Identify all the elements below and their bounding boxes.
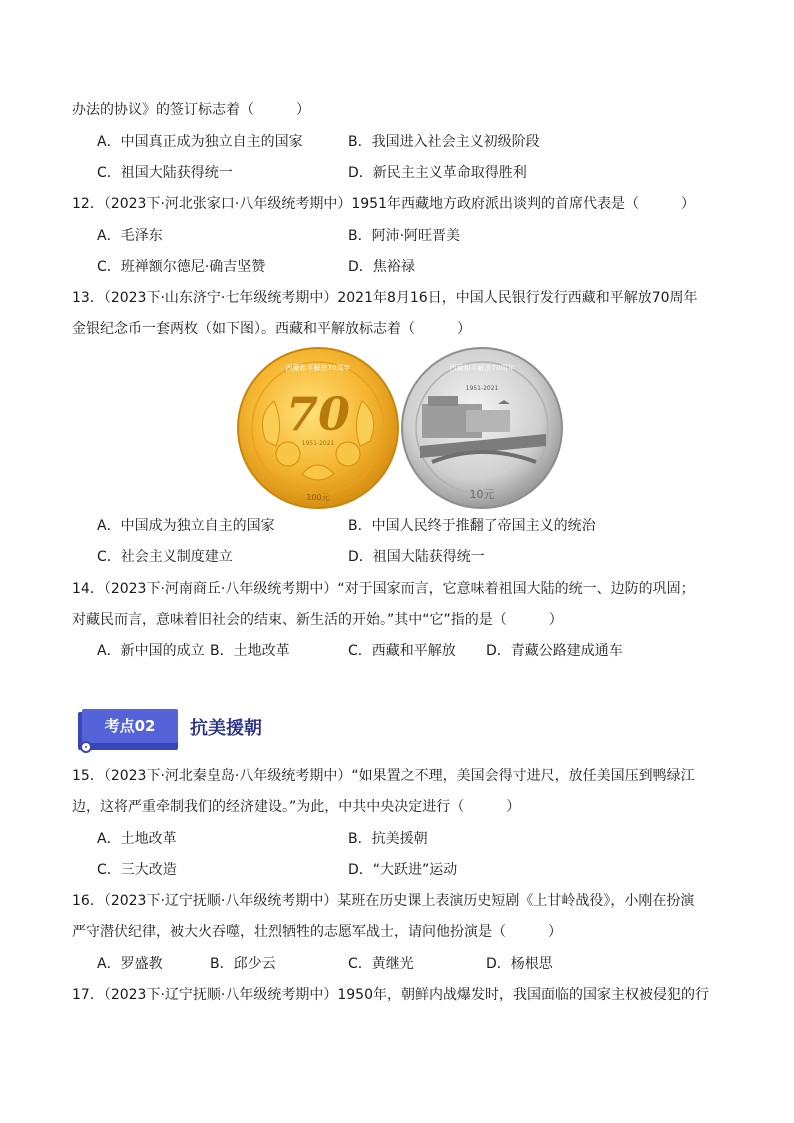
section-title: 抗美援朝 [190,718,262,739]
silver-coin-denomination: 10元 [469,488,495,501]
section-badge-dot-icon [80,741,92,753]
q13-stem-line1 [0,288,794,308]
q13-stem-text-1: 13．（2023下·山东济宁·七年级统考期中）2021年8月16日，中国人民银行发行西藏和平解放70周年 [72,290,698,306]
q15-stem-line2 [0,797,794,817]
q13-option-d[interactable]: D．祖国大陆获得统一 [348,549,485,565]
q16-options-row [0,954,794,974]
q11-option-a[interactable]: A．中国真正成为独立自主的国家 [97,134,303,150]
q15-stem-text-1: 15．（2023下·河北秦皇岛·八年级统考期中）“如果置之不理，美国会得寸进尺，放任美国压到鸭绿江 [72,768,695,784]
q14-options-row [0,641,794,661]
q11-option-c[interactable]: C．祖国大陆获得统一 [97,165,233,181]
q13-option-a[interactable]: A．中国成为独立自主的国家 [97,518,275,534]
gold-coin [238,348,398,508]
q13-options-row2 [0,547,794,567]
q13-stem-line2 [0,319,794,339]
q14-stem-text-2: 对藏民而言，意味着旧社会的结束、新生活的开始。”其中“它”指的是（ ） [72,612,563,628]
q16-option-d[interactable]: D．杨根思 [486,956,553,972]
q11-option-d[interactable]: D．新民主主义革命取得胜利 [348,165,527,181]
silver-coin-rim-text: 西藏和平解放70周年 [449,364,515,372]
q15-option-c[interactable]: C．三大改造 [97,862,177,878]
section-header [78,706,378,756]
q16-stem-text-1: 16．（2023下·辽宁抚顺·八年级统考期中）某班在历史课上表演历史短剧《上甘岭战役》，小刚在扮演 [72,893,695,909]
q15-options-row1 [0,829,794,849]
q14-stem-line2 [0,610,794,630]
q12-options-row2 [0,257,794,277]
q11-stem [0,100,794,120]
q16-stem-line2 [0,922,794,942]
q15-option-a[interactable]: A．土地改革 [97,831,177,847]
q15-options-row2 [0,860,794,880]
q16-stem-text-2: 严守潜伏纪律，被大火吞噬，壮烈牺牲的志愿军战士，请问他扮演是（ ） [72,924,562,940]
gold-coin-denomination: 100元 [306,493,330,502]
commemorative-coins-figure [236,346,566,510]
gold-coin-years: 1951-2021 [301,440,335,447]
q14-option-d[interactable]: D．青藏公路建成通车 [486,643,623,659]
q17-stem-text-1: 17．（2023下·辽宁抚顺·八年级统考期中）1950年，朝鲜内战爆发时，我国面临的国家主权被侵犯的行 [72,987,709,1003]
q15-stem-line1 [0,766,794,786]
q14-option-c[interactable]: C．西藏和平解放 [348,643,456,659]
q16-option-a[interactable]: A．罗盛教 [97,956,163,972]
gold-coin-rim-text: 西藏和平解放70周年 [285,364,351,372]
q14-stem-text-1: 14．（2023下·河南商丘·八年级统考期中）“对于国家而言，它意味着祖国大陆的统一、边防的巩固； [72,581,695,597]
q16-option-c[interactable]: C．黄继光 [348,956,414,972]
q15-option-d[interactable]: D．“大跃进”运动 [348,862,458,878]
q14-option-b[interactable]: B．土地改革 [210,643,290,659]
q13-option-c[interactable]: C．社会主义制度建立 [97,549,233,565]
section-badge: 考点02 [82,709,178,743]
q15-stem-text-2: 边，这将严重牵制我们的经济建设。”为此，中共中央决定进行（ ） [72,799,521,815]
q11-options-row2 [0,163,794,183]
q12-option-b[interactable]: B．阿沛·阿旺晋美 [348,228,461,244]
q12-stem-text: 12．（2023下·河北张家口·八年级统考期中）1951年西藏地方政府派出谈判的首席代表是（ ） [72,196,695,212]
gold-coin-numeral: 70 [285,387,351,441]
q13-options-row1 [0,516,794,536]
q14-stem-line1 [0,579,794,599]
q11-stem-text: 办法的协议》的签订标志着（ ） [72,102,310,118]
q15-option-b[interactable]: B．抗美援朝 [348,831,428,847]
silver-coin [402,348,562,508]
q12-option-c[interactable]: C．班禅额尔德尼·确吉坚赞 [97,259,266,275]
q14-option-a[interactable]: A．新中国的成立 [97,643,205,659]
q17-stem-line1 [0,985,794,1005]
q13-option-b[interactable]: B．中国人民终于推翻了帝国主义的统治 [348,518,596,534]
q12-option-d[interactable]: D．焦裕禄 [348,259,415,275]
q13-stem-text-2: 金银纪念币一套两枚（如下图）。西藏和平解放标志着（ ） [72,321,471,337]
q16-stem-line1 [0,891,794,911]
q16-option-b[interactable]: B．邱少云 [210,956,276,972]
q11-options-row1 [0,132,794,152]
q12-options-row1 [0,226,794,246]
silver-coin-years: 1951-2021 [465,385,499,392]
q11-option-b[interactable]: B．我国进入社会主义初级阶段 [348,134,540,150]
q12-option-a[interactable]: A．毛泽东 [97,228,163,244]
q12-stem [0,194,794,214]
